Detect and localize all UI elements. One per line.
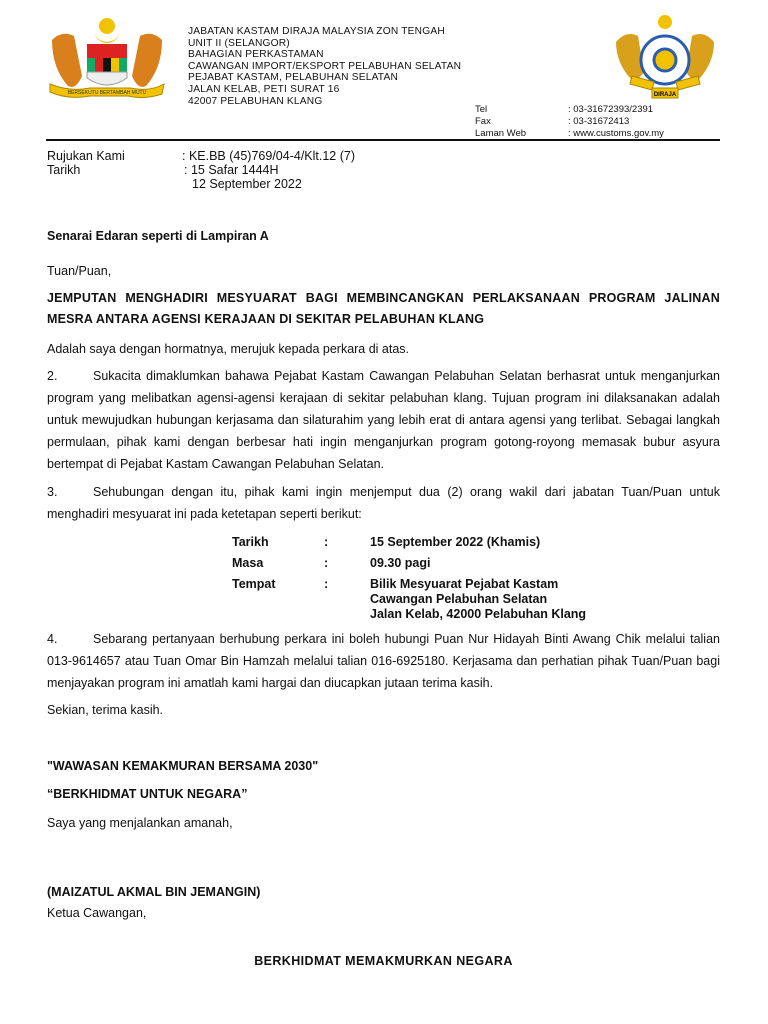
meeting-details bbox=[232, 532, 586, 622]
svg-text:DIRAJA: DIRAJA bbox=[653, 92, 677, 98]
web-value: : www.customs.gov.my bbox=[568, 128, 664, 140]
fax-label: Fax bbox=[475, 116, 491, 128]
address-line: UNIT II (SELANGOR) bbox=[188, 37, 290, 49]
meeting-label: Tarikh bbox=[232, 535, 269, 549]
para-number: 4. bbox=[47, 632, 58, 646]
address-line: JALAN KELAB, PETI SURAT 16 bbox=[188, 83, 340, 95]
venue-line: Jalan Kelab, 42000 Pelabuhan Klang bbox=[370, 607, 587, 621]
address-line: CAWANGAN IMPORT/EKSPORT PELABUHAN SELATAN bbox=[188, 60, 462, 72]
customs-logo bbox=[610, 12, 720, 104]
para-text: Sehubungan dengan itu, pihak kami ingin menjemput dua (2) orang wakil dari jabatan Tuan/Puan untuk menghadiri mesyuarat ini pada ketetapan seperti berikut: bbox=[47, 485, 720, 521]
para-number: 3. bbox=[47, 485, 58, 499]
header-divider bbox=[46, 139, 720, 141]
paragraph-4 bbox=[47, 628, 720, 694]
subject: JEMPUTAN MENGHADIRI MESYUARAT BAGI MEMBINCANGKAN PERLAKSANAAN PROGRAM JALINAN MESRA ANTARA AGENSI KERAJAAN DI SEKITAR PELABUHAN KLANG bbox=[47, 291, 720, 326]
ref-value: : KE.BB (45)769/04-4/Klt.12 (7) bbox=[182, 149, 356, 163]
para-number: 2. bbox=[47, 369, 58, 383]
fax-value: : 03-31672413 bbox=[568, 116, 630, 128]
ref-label: Rujukan Kami bbox=[47, 149, 125, 163]
motto-berkhidmat: “BERKHIDMAT UNTUK NEGARA” bbox=[47, 787, 248, 801]
paragraph-1: Adalah saya dengan hormatnya, merujuk kepada perkara di atas. bbox=[47, 342, 410, 356]
para-text: Sukacita dimaklumkan bahawa Pejabat Kastam Cawangan Pelabuhan Selatan berhasrat untuk menganjurkan program yang melibatkan agensi-agensi kerajaan di sekitar pelabuhan klang. Tujuan program ini dilaksanakan adalah untuk mewujudkan hubungan kerjasama dan silaturahim yang lebih erat di antara agensi yang terlibat. Sebagai langkah permulaan, pihak kami dengan berbesar hati ingin menganjurkan program gotong-royong memasak bubur asyura bertempat di Pejabat Kastam Cawangan Pelabuhan Selatan. bbox=[47, 369, 720, 471]
meeting-date: 15 September 2022 (Khamis) bbox=[370, 535, 541, 549]
venue-line: Bilik Mesyuarat Pejabat Kastam bbox=[370, 577, 559, 591]
signer-position: Ketua Cawangan, bbox=[47, 906, 147, 920]
web-label: Laman Web bbox=[475, 128, 527, 140]
malaysia-coat-of-arms-logo bbox=[44, 14, 170, 106]
meeting-venue bbox=[370, 574, 586, 622]
letterhead-address bbox=[188, 26, 461, 107]
recipient: Senarai Edaran seperti di Lampiran A bbox=[47, 229, 269, 243]
salutation: Tuan/Puan, bbox=[47, 264, 112, 278]
paragraph-2 bbox=[47, 365, 720, 475]
colon: : bbox=[324, 535, 329, 549]
meeting-label: Tempat bbox=[232, 577, 276, 591]
address-line: JABATAN KASTAM DIRAJA MALAYSIA ZON TENGAH bbox=[188, 26, 445, 37]
signer-name: (MAIZATUL AKMAL BIN JEMANGIN) bbox=[47, 885, 261, 899]
paragraph-3 bbox=[47, 481, 720, 525]
footer-slogan: BERKHIDMAT MEMAKMURKAN NEGARA bbox=[254, 954, 513, 968]
tel-value: : 03-31672393/2391 bbox=[568, 104, 654, 115]
date-gregorian: 12 September 2022 bbox=[192, 177, 302, 191]
address-line: PEJABAT KASTAM, PELABUHAN SELATAN bbox=[188, 72, 399, 84]
reference-block bbox=[47, 149, 355, 191]
svg-text:BERSEKUTU BERTAMBAH MUTU: BERSEKUTU BERTAMBAH MUTU bbox=[67, 90, 147, 96]
tel-label: Tel bbox=[475, 104, 488, 115]
para-text: Sebarang pertanyaan berhubung perkara ini boleh hubungi Puan Nur Hidayah Binti Awang Chik melalui talian 013-9614657 atau Tuan Omar Bin Hamzah melalui talian 016-6925180. Kerjasama dan perhatian pihak Tuan/Puan bagi menjayakan program ini amatlah kami hargai dan diucapkan jutaan terima kasih. bbox=[47, 632, 720, 690]
address-line: 42007 PELABUHAN KLANG bbox=[188, 95, 323, 107]
contact-info bbox=[475, 104, 664, 141]
meeting-time: 09.30 pagi bbox=[370, 556, 431, 570]
colon: : bbox=[324, 577, 329, 591]
venue-line: Cawangan Pelabuhan Selatan bbox=[370, 592, 548, 606]
date-hijri: : 15 Safar 1444H bbox=[184, 163, 279, 177]
address-line: BAHAGIAN PERKASTAMAN bbox=[188, 49, 324, 61]
date-label: Tarikh bbox=[47, 163, 81, 177]
motto-wawasan: "WAWASAN KEMAKMURAN BERSAMA 2030" bbox=[47, 759, 319, 773]
meeting-label: Masa bbox=[232, 556, 264, 570]
trust-line: Saya yang menjalankan amanah, bbox=[47, 816, 233, 830]
closing: Sekian, terima kasih. bbox=[47, 703, 164, 717]
colon: : bbox=[324, 556, 329, 570]
